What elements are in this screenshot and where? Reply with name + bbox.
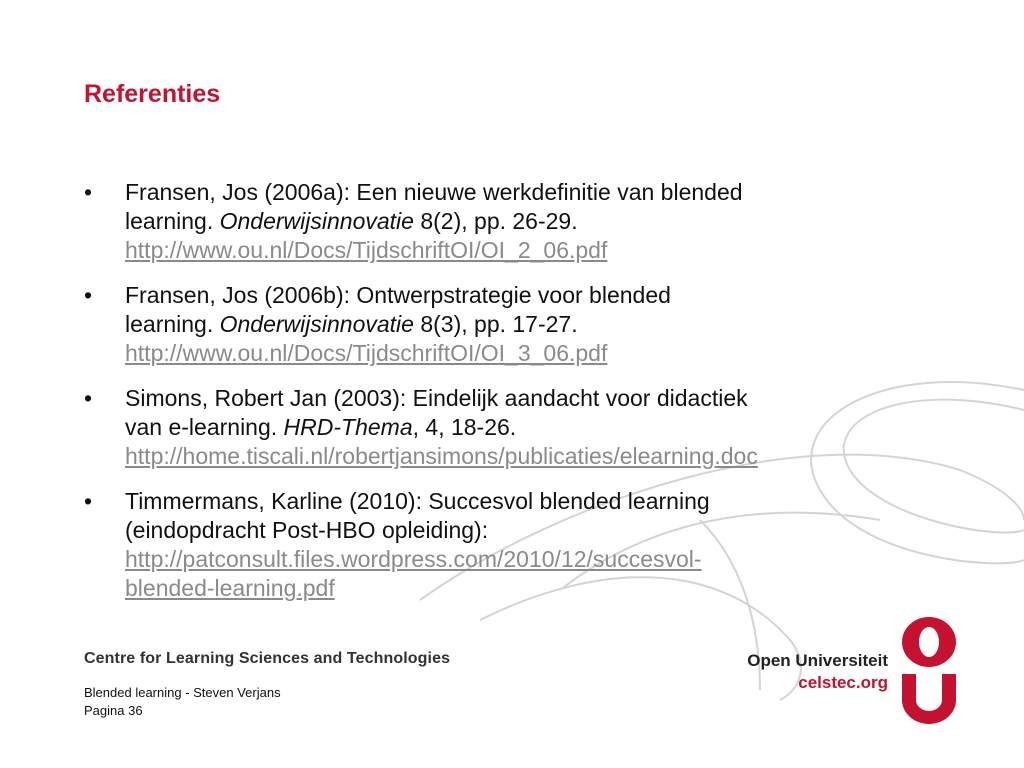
bullet-icon: • [84, 179, 93, 205]
bullet-icon: • [84, 385, 93, 411]
bullet-icon: • [84, 282, 93, 308]
reference-link[interactable]: http://www.ou.nl/Docs/TijdschriftOI/OI_2_06.pdf [125, 237, 608, 263]
open-universiteit-logo-icon [898, 614, 960, 726]
reference-text: Timmermans, Karline (2010): Succesvol blended learning [125, 488, 710, 514]
reference-link[interactable]: http://home.tiscali.nl/robertjansimons/publicaties/elearning.doc [125, 443, 758, 469]
reference-link[interactable]: http://patconsult.files.wordpress.com/2010/12/succesvol- [125, 546, 702, 572]
reference-link-continued[interactable]: blended-learning.pdf [125, 575, 335, 601]
centre-name: Centre for Learning Sciences and Technologies [84, 650, 451, 667]
bullet-icon: • [84, 488, 93, 514]
reference-item [84, 281, 884, 368]
journal-name: HRD-Thema [283, 414, 413, 440]
reference-text: Fransen, Jos (2006a): Een nieuwe werkdefinitie van blended [125, 179, 743, 205]
brand-url: celstec.org [798, 673, 888, 692]
page-number: Pagina 36 [84, 703, 143, 718]
reference-citation: (eindopdracht Post-HBO opleiding): [125, 517, 489, 543]
reference-text: Simons, Robert Jan (2003): Eindelijk aandacht voor didactiek [125, 385, 748, 411]
reference-item [84, 178, 884, 265]
reference-link[interactable]: http://www.ou.nl/Docs/TijdschriftOI/OI_3_06.pdf [125, 340, 608, 366]
footer-meta [84, 684, 281, 720]
journal-name: Onderwijsinnovatie [219, 311, 414, 337]
journal-name: Onderwijsinnovatie [219, 208, 414, 234]
reference-list [84, 178, 884, 619]
presentation-title: Blended learning - Steven Verjans [84, 685, 281, 700]
reference-citation: learning. Onderwijsinnovatie 8(2), pp. 26-29. [125, 208, 578, 234]
reference-item [84, 487, 884, 603]
reference-text: Fransen, Jos (2006b): Ontwerpstrategie voor blended [125, 282, 671, 308]
brand-block [747, 650, 888, 694]
reference-item [84, 384, 884, 471]
brand-name: Open Universiteit [747, 651, 888, 670]
reference-citation: learning. Onderwijsinnovatie 8(3), pp. 17-27. [125, 311, 578, 337]
slide-title: Referenties [84, 80, 221, 108]
reference-citation: van e-learning. HRD-Thema, 4, 18-26. [125, 414, 517, 440]
